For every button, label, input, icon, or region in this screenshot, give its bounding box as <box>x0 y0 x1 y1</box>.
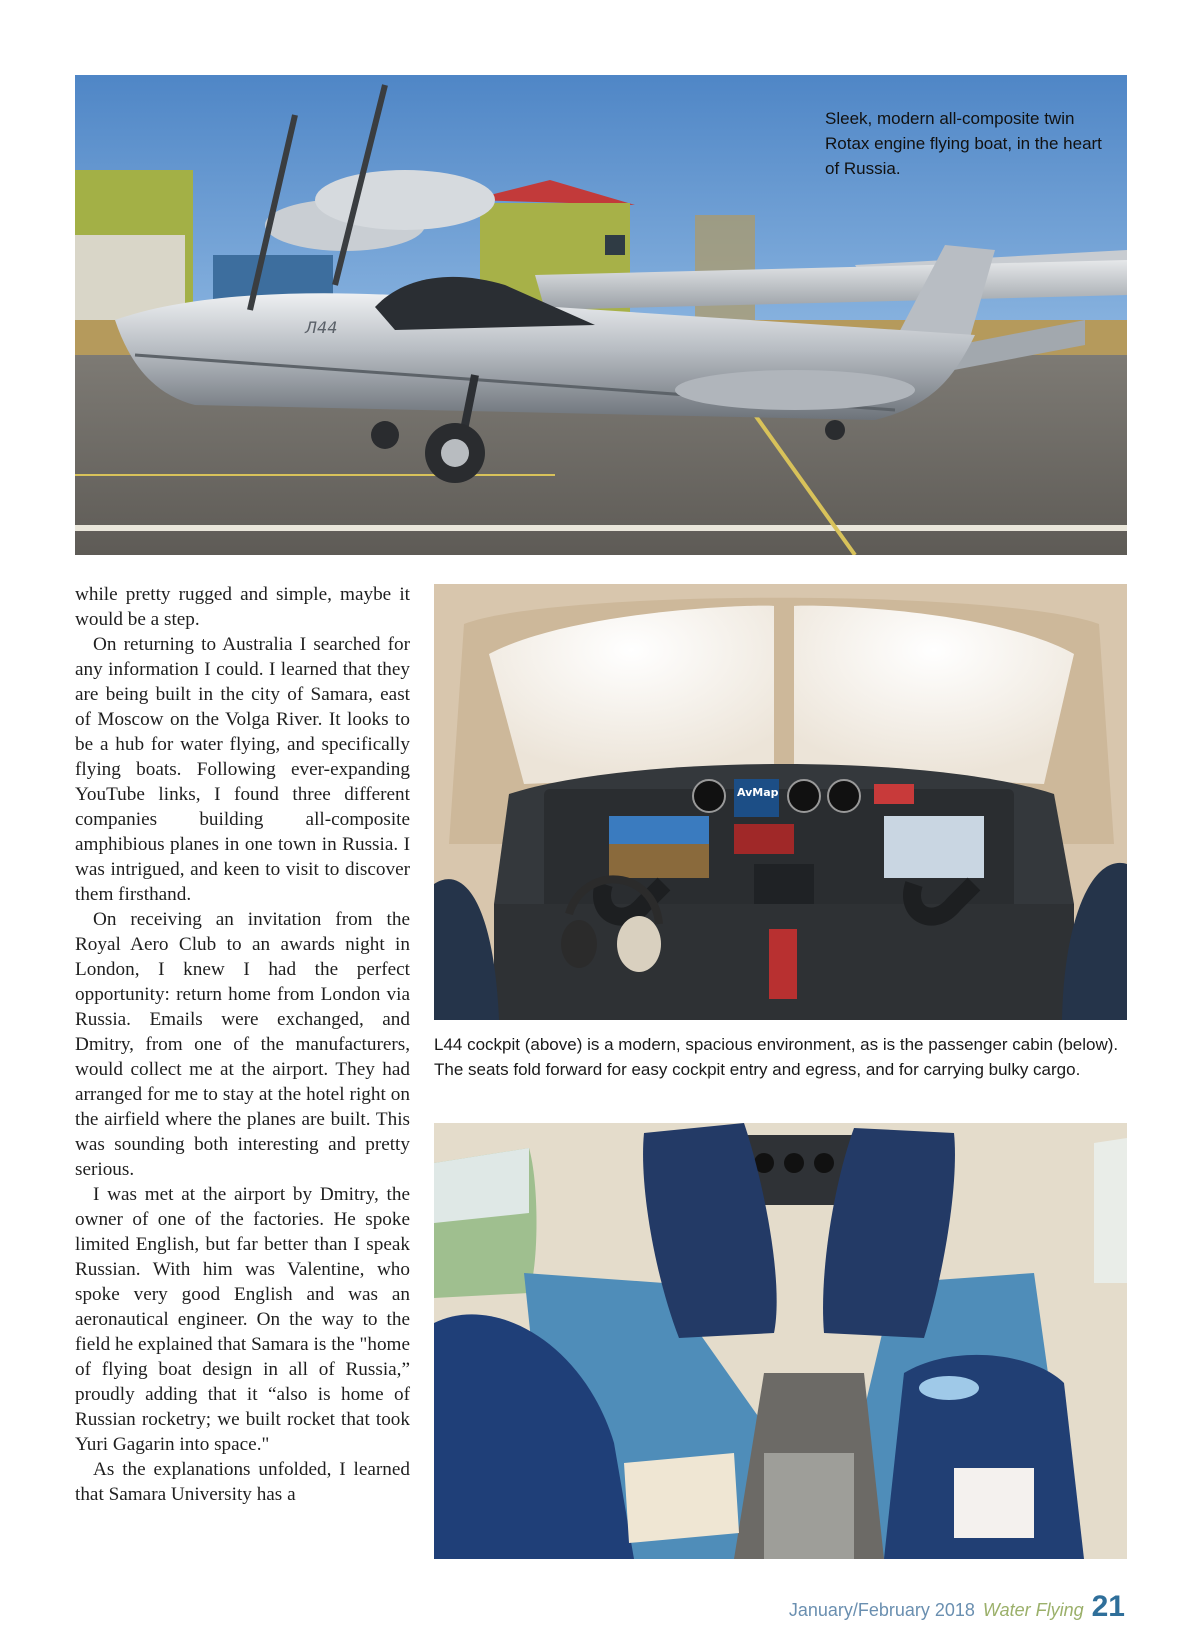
page-number: 21 <box>1091 1590 1125 1623</box>
page-footer <box>789 1590 1125 1626</box>
paragraph: On returning to Australia I searched for any information I could. I learned that they are being built in the city of Samara, east of Moscow on the Volga River. It looks to be a hub for water flying, and specifically flying boats. Following ever-expanding YouTube links, I found three different companies building all-composite amphibious planes in one town in Russia. I was intrigued, and keen to visit to discover them firsthand. <box>75 634 410 905</box>
paragraph: while pretty rugged and simple, maybe it would be a step. <box>75 584 410 630</box>
cockpit-caption: L44 cockpit (above) is a modern, spacious environment, as is the passenger cabin (below). The seats fold forward for easy cockpit entry and egress, and for carrying bulky cargo. <box>434 1035 1119 1079</box>
paragraph: As the explanations unfolded, I learned that Samara University has a <box>75 1459 410 1505</box>
cabin-illustration <box>434 1123 1127 1559</box>
avmap-label: AvMap <box>737 786 779 799</box>
hero-caption: Sleek, modern all-composite twin Rotax engine flying boat, in the heart of Russia. <box>825 109 1102 178</box>
cockpit-illustration <box>434 584 1127 1020</box>
magazine-name: Water Flying <box>982 1600 1084 1620</box>
hull-marking: Л44 <box>305 318 338 337</box>
article-body <box>75 582 410 1507</box>
cockpit-photo <box>434 584 1127 1020</box>
paragraph: On receiving an invitation from the Royal Aero Club to an awards night in London, I knew I had the perfect opportunity: return home from London via Russia. Emails were exchanged, and Dmitry, from one of the manufacturers, would collect me at the airport. They had arranged for me to stay at the hotel right on the airfield where the planes are built. This was sounding both interesting and pretty serious. <box>75 909 410 1180</box>
paragraph: I was met at the airport by Dmitry, the owner of one of the factories. He spoke limited English, but far better than I speak Russian. With him was Valentine, who spoke very good English and was an aeronautical engineer. On the way to the field he explained that Samara is the "home of flying boat design in all of Russia,” proudly adding that it “also is home of Russian rocketry; we built rocket that took Yuri Gagarin into space." <box>75 1184 410 1455</box>
issue-date: January/February 2018 <box>788 1600 975 1620</box>
cabin-photo <box>434 1123 1127 1559</box>
